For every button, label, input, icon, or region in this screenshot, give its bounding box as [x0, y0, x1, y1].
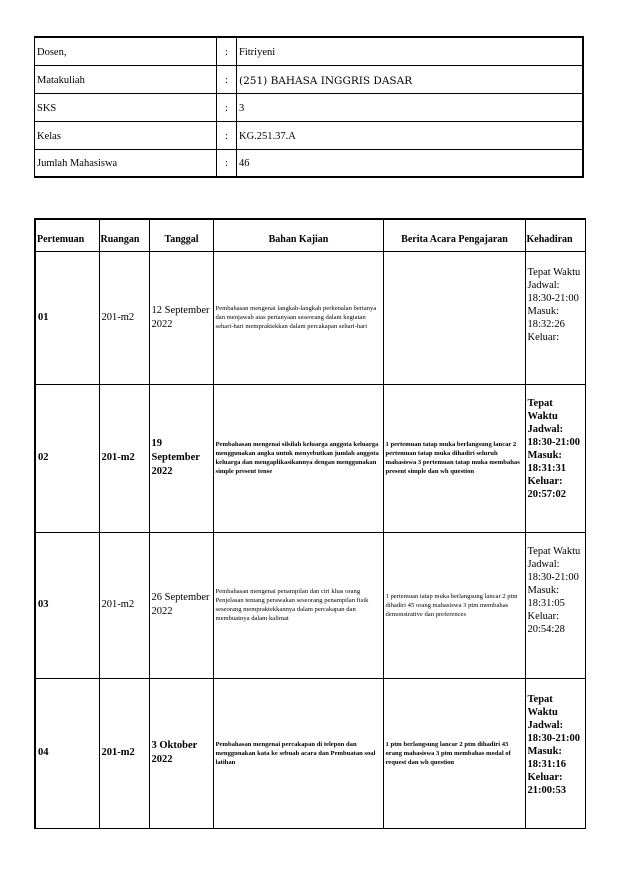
info-label: Matakuliah [35, 65, 217, 93]
info-row-matakuliah [35, 65, 584, 93]
cell-bahan-kajian: Pembahasan mengenai langkah-langkah perkenalan bertanya dan menjawab atas pertanyaan seseorang dalam kegiatan sehari-hari mempraktekkan dalam percakapan sehari-hari [213, 251, 383, 384]
cell-kehadiran: Tepat Waktu Jadwal: 18:30-21:00 Masuk: 18:31:16 Keluar: 21:00:53 [525, 678, 585, 828]
sessions-table [34, 218, 586, 829]
table-row [35, 532, 585, 678]
header-tanggal: Tanggal [149, 219, 213, 251]
cell-bahan-kajian: Pembahasan mengenai silsilah keluarga anggota keluarga menggunakan angka untuk menyebutkan jumlah anggota keluarga dan mengaplikasikannya dengan menggunakan simple present tense [213, 384, 383, 532]
course-info-table [34, 36, 584, 178]
cell-ruangan: 201-m2 [99, 384, 149, 532]
cell-pertemuan: 04 [35, 678, 99, 828]
info-label: SKS [35, 93, 217, 121]
cell-kehadiran: Tepat Waktu Jadwal: 18:30-21:00 Masuk: 18:32:26 Keluar: [525, 251, 585, 384]
info-value-kelas: KG.251.37.A [237, 121, 584, 149]
cell-tanggal: 19 September 2022 [149, 384, 213, 532]
info-label: Dosen, [35, 37, 217, 65]
cell-berita-acara: 1 pertemuan tatap muka berlangsung lancar 2 ptm dihadiri 45 orang mahasiswa 3 ptm membahas demonstrative dan preferences [383, 532, 525, 678]
header-kehadiran: Kehadiran [525, 219, 585, 251]
cell-berita-acara: 1 pertemuan tatap muka berlangsung lancar 2 pertemuan tatap muka dihadiri seluruh mahasiswa 3 pertemuan tatap muka membahas present simple dan wh question [383, 384, 525, 532]
info-separator: : [217, 65, 237, 93]
cell-bahan-kajian: Pembahasan mengenai penampilan dan ciri khas orang Penjelasan tentang perawakan seseorang penampilan fisik seseorang mempraktekkannya dalam percakapan dan membuatnya dalam kalimat [213, 532, 383, 678]
info-separator: : [217, 121, 237, 149]
info-label: Jumlah Mahasiswa [35, 149, 217, 177]
info-value-matakuliah: (251) BAHASA INGGRIS DASAR [237, 65, 584, 93]
sessions-header-row [35, 219, 585, 251]
info-row-sks [35, 93, 584, 121]
cell-kehadiran: Tepat Waktu Jadwal: 18:30-21:00 Masuk: 18:31:05 Keluar: 20:54:28 [525, 532, 585, 678]
cell-pertemuan: 01 [35, 251, 99, 384]
info-row-kelas [35, 121, 584, 149]
cell-bahan-kajian: Pembahasan mengenai percakapan di telepon dan menggunakan kata ke sebuah acara dan Pembuatan soal latihan [213, 678, 383, 828]
table-row [35, 384, 585, 532]
info-separator: : [217, 149, 237, 177]
cell-pertemuan: 02 [35, 384, 99, 532]
header-berita-acara: Berita Acara Pengajaran [383, 219, 525, 251]
header-pertemuan: Pertemuan [35, 219, 99, 251]
info-value-dosen: Fitriyeni [237, 37, 584, 65]
header-ruangan: Ruangan [99, 219, 149, 251]
cell-ruangan: 201-m2 [99, 251, 149, 384]
cell-tanggal: 12 September 2022 [149, 251, 213, 384]
cell-ruangan: 201-m2 [99, 532, 149, 678]
cell-ruangan: 201-m2 [99, 678, 149, 828]
info-separator: : [217, 93, 237, 121]
info-separator: : [217, 37, 237, 65]
cell-pertemuan: 03 [35, 532, 99, 678]
cell-tanggal: 26 September 2022 [149, 532, 213, 678]
info-row-dosen [35, 37, 584, 65]
info-label: Kelas [35, 121, 217, 149]
cell-kehadiran: Tepat Waktu Jadwal: 18:30-21:00 Masuk: 18:31:31 Keluar: 20:57:02 [525, 384, 585, 532]
cell-tanggal: 3 Oktober 2022 [149, 678, 213, 828]
info-value-sks: 3 [237, 93, 584, 121]
table-row [35, 251, 585, 384]
header-bahan-kajian: Bahan Kajian [213, 219, 383, 251]
cell-berita-acara: 1 ptm berlangsung lancar 2 ptm dihadiri 43 orang mahasiswa 3 ptm membahas modal of request dan wh question [383, 678, 525, 828]
info-value-jumlah-mahasiswa: 46 [237, 149, 584, 177]
info-row-jumlah-mahasiswa [35, 149, 584, 177]
table-row [35, 678, 585, 828]
cell-berita-acara [383, 251, 525, 384]
